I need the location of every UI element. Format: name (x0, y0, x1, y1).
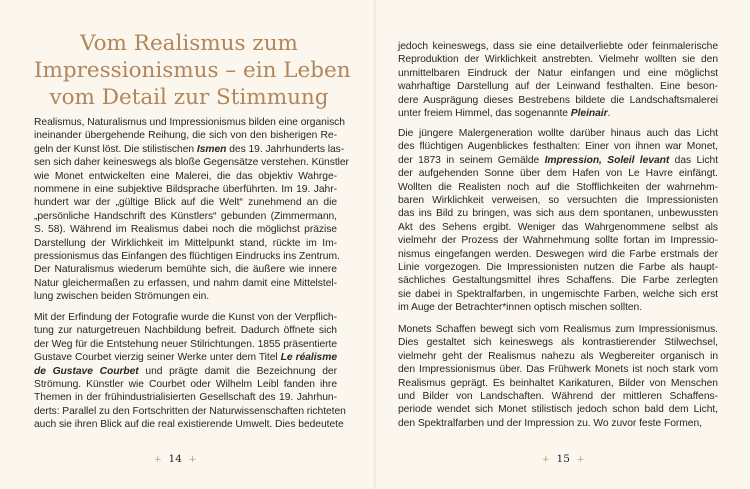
text-line (398, 194, 718, 207)
text-line (34, 365, 337, 378)
paragraph (398, 40, 718, 120)
text-run: wahrhaftige Darstellung auf der Leinwand festhalten. Eine beson- (398, 81, 718, 93)
paragraph (34, 116, 349, 304)
text-run: den Impressionismus über. Das Frühwerk Monets ist noch stark vom (398, 364, 718, 376)
chapter-title (34, 30, 351, 111)
title-line: Vom Realismus zum (80, 31, 298, 56)
text-run: Monets Schaffen bewegt sich vom Realismus zum Impressionismus. (398, 324, 718, 335)
text-run: nommene in eine subjektive Bildsprache überführten. Im 19. Jahr- (34, 184, 337, 196)
text-line (398, 288, 718, 301)
text-run: das ins Bild zu bringen, was sich aus dem spontanen, unbewussten (398, 208, 718, 220)
text-line (398, 248, 718, 261)
folio-ornament: + (542, 455, 550, 465)
text-run: lung zwischen beiden Strömungen ein. (34, 291, 210, 303)
text-run: derts: Parallel zu den Fortschritten der Naturwissenschaften richteten (34, 405, 346, 417)
text-run: Realismus, Naturalismus und Impressionismus bilden eine organisch (34, 117, 345, 128)
text-run: der Weg für die Entstehung neuer Stilrichtungen. 1855 präsentierte (34, 338, 337, 350)
text-run: Natur gleichermaßen zu erfassen, und nahm damit eine Mittelstel- (34, 277, 337, 289)
text-line (398, 274, 718, 287)
text-line (398, 363, 718, 376)
text-line (398, 234, 718, 247)
text-line (398, 107, 718, 120)
text-run: und Bilder von Landschaften. Während der mittleren Schaffens- (398, 391, 718, 403)
text-run: S. 58). Während im Realismus dabei noch die möglichst präzise (34, 224, 337, 236)
page-number: 14 (168, 453, 182, 465)
text-line (34, 250, 340, 263)
text-run: tung zur naturgetreuen Nachbildung befreit. Dadurch öffnete sich (34, 325, 337, 337)
text-line (34, 237, 337, 250)
text-run: Reproduktion der Wirklichkeit anstrebten. Vielmehr wollten sie den (398, 54, 718, 66)
text-line (34, 351, 337, 364)
text-run: des 19. Jahrhunderts las- (226, 143, 345, 155)
text-run: Strömung. Künstler wie Courbet oder Wilhelm Leibl fanden ihre (34, 379, 337, 391)
text-run: Dies gestaltet sich keineswegs als kontrastierender Stilwechsel, (398, 337, 718, 349)
text-line (34, 391, 337, 404)
text-line (398, 301, 718, 314)
text-line (34, 378, 337, 391)
text-run: Akt des Sehens ergibt. Weniger das Wahrgenommene selbst als (398, 221, 718, 233)
text-run: pressionismus das Einfangen des flüchtigen Eindrucks ins Zentrum. (34, 251, 340, 263)
text-run: des flüchtigen Augenblickes festhalten: Einer von ihnen war Monet, (398, 141, 718, 153)
emphasis: Le réalisme (280, 352, 338, 364)
text-line (398, 94, 718, 107)
text-run: dere Ausprägung dieses Bestrebens bildete die Landschaftsmalerei (398, 94, 718, 106)
page-number: 15 (556, 453, 570, 465)
text-run: unmittelbaren Eindruck der Natur einfangen und eine möglichst (398, 67, 718, 79)
text-line (398, 336, 718, 349)
text-run: „persönliche Handschrift des Künstlers“ gebunden (Zimmermann, (34, 210, 337, 222)
text-line (398, 167, 718, 180)
text-run: vielmehr geht der Realismus nahezu als Wegbereiter organisch in (398, 350, 718, 362)
text-line (398, 350, 718, 363)
text-line (398, 390, 718, 403)
text-run: und prägte damit die Bezeichnung der (138, 365, 337, 377)
page-number-right (535, 453, 591, 465)
text-line (34, 338, 337, 351)
text-run: sächliches Gestaltungsmittel ihres Schaffens. Die Farbe zerlegten (398, 275, 718, 287)
text-line (398, 261, 718, 274)
text-line (34, 170, 337, 183)
text-run: sen sich daher keineswegs als bloße Gegensätze verstehen. Künstler (34, 157, 349, 169)
text-run: unter freiem Himmel, das sogenannte (398, 108, 571, 120)
text-line (34, 143, 345, 156)
text-run: baren Wirklichkeit verweisen, so versuchten die Impressionisten (398, 195, 718, 207)
text-line (34, 210, 337, 223)
text-run: Mit der Erfindung der Fotografie wurde die Kunst von der Verpflich- (34, 312, 337, 323)
text-line (398, 221, 718, 234)
text-run: sie dabei in Spektralfarben, in ungemischte Farben, welche sich erst (398, 288, 718, 300)
folio-ornament: + (188, 455, 197, 465)
text-line (398, 403, 718, 416)
text-run: der 1873 in seinem Gemälde (398, 154, 545, 166)
text-line (398, 181, 718, 194)
text-run: vielmehr der Prozess der Wahrnehmung sollte fortan im Impressio- (398, 235, 718, 247)
text-run: Realismus geprägt. Es beinhaltet Karikaturen, Bilder von Menschen (398, 377, 718, 389)
emphasis: Pleinair (570, 108, 608, 120)
text-run: periode wendet sich Monet stilistisch jedoch schon bald dem Licht, (398, 404, 718, 416)
page-number-left (147, 453, 203, 465)
text-run: Gustave Courbet vierzig seiner Werke unter dem Titel (34, 352, 281, 364)
text-run: Linie vorgezogen. Die Impressionisten nutzen die Farbe als haupt- (398, 262, 718, 274)
text-line (34, 290, 337, 303)
text-line (34, 196, 337, 209)
text-run: Darstellung der Wirklichkeit im Mittelpunkt stand, rückte im Im- (34, 237, 337, 249)
text-line (398, 140, 718, 153)
folio-ornament: + (154, 455, 162, 465)
text-run: das Licht (669, 154, 719, 166)
title-line: Impressionismus – ein Leben (34, 58, 351, 83)
text-run: Die jüngere Malergeneration wollte darüber hinaus auch das Licht (398, 128, 718, 139)
text-line (34, 311, 337, 324)
text-line (398, 377, 718, 390)
text-run: hundert war der „gültige Blick auf die Welt“ zunehmend an die (34, 197, 337, 209)
text-run: nismus eingefangen werden. Deswegen wird die Farbe erstmals der (398, 248, 718, 260)
text-line (398, 207, 718, 220)
text-line (34, 183, 337, 196)
text-line (398, 417, 718, 430)
text-run: im Auge der Betrachter*innen optisch mischen sollten. (398, 302, 643, 314)
text-line (34, 418, 344, 431)
paragraph (398, 323, 718, 430)
paragraph (34, 311, 346, 432)
text-run: der aufgehenden Sonne über dem Hafen von Le Havre einfängt. (398, 168, 718, 180)
text-line (34, 263, 337, 276)
text-line (398, 323, 718, 336)
emphasis: Ismen (196, 143, 227, 155)
text-line (34, 223, 337, 236)
text-line (34, 116, 345, 129)
text-run: ineinander übergehende Reihung, die sich von den bisherigen Re- (34, 130, 337, 142)
text-run: Themen in der frühindustrialisierten Gesellschaft des 19. Jahrhun- (34, 392, 337, 404)
text-line (398, 40, 718, 53)
text-line (34, 277, 337, 290)
text-line (34, 129, 337, 142)
folio-ornament: + (576, 455, 585, 465)
text-line (398, 67, 718, 80)
emphasis: de Gustave Courbet (34, 365, 139, 377)
text-line (398, 53, 718, 66)
text-run: den Spektralfarben und der Impression zu. Wo zuvor feste Formen, (398, 417, 702, 429)
text-run: . (607, 108, 611, 120)
text-line (398, 80, 718, 93)
paragraph (398, 127, 718, 315)
text-run: Der Naturalismus wiederum bemühte sich, die äußere wie innere (34, 264, 337, 276)
title-line: vom Detail zur Stimmung (49, 85, 329, 110)
text-line (34, 324, 337, 337)
text-run: jedoch keineswegs, dass sie eine detailverliebte oder feinmalerische (398, 41, 718, 52)
text-run: auch sie ihren Blick auf die real existierende Umwelt. Dies bedeutete (34, 419, 344, 431)
right-page (375, 0, 750, 489)
text-line (398, 154, 718, 167)
text-run: wie Monet entwickelten eine Malerei, die das objektiv Wahrge- (34, 170, 337, 182)
text-line (398, 127, 718, 140)
text-run: geln der Kunst löst. Die stilistischen (34, 143, 197, 155)
text-line (34, 156, 349, 169)
text-run: Wollten die Realisten noch auf die Stofflichkeiten der wahrnehm- (398, 181, 718, 193)
text-line (34, 405, 346, 418)
emphasis: Impression, Soleil levant (544, 154, 670, 166)
